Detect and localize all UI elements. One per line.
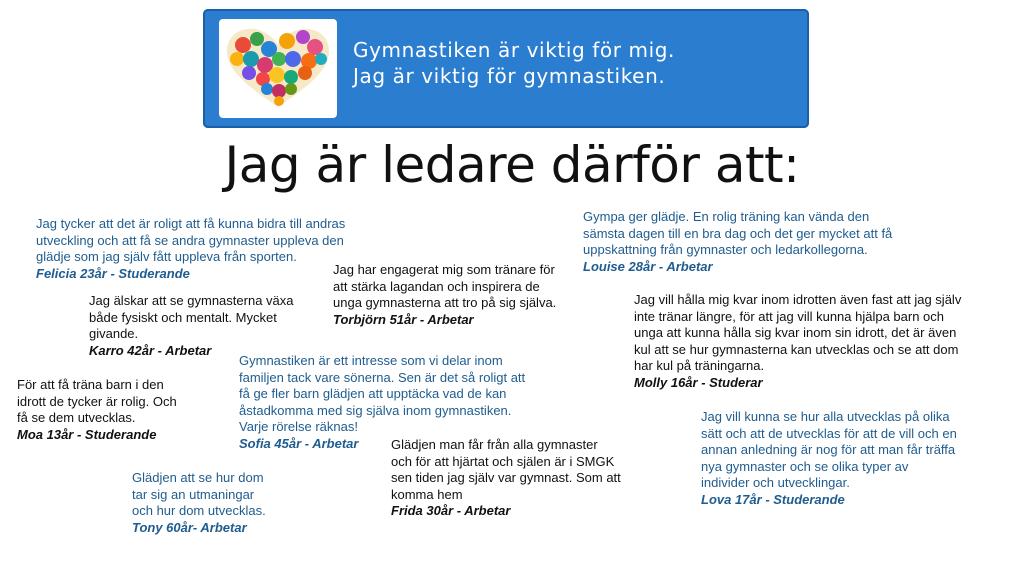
page-title: Jag är ledare därför att: xyxy=(224,136,800,194)
quote-text: Jag har engagerat mig som tränare för att stärka lagandan och inspirera de unga gymnasterna att tro på sig själva. xyxy=(333,262,557,310)
quote-molly xyxy=(634,292,961,391)
header-banner xyxy=(203,9,809,128)
quote-signature: Karro 42år - Arbetar xyxy=(89,342,212,358)
quote-text: Jag vill kunna se hur alla utvecklas på olika sätt och att de utvecklas för att de vill och en annan anledning är nog för att man får träffa nya gymnaster och se olika typer av individer och utvecklingar. xyxy=(701,409,957,490)
quote-felicia xyxy=(36,216,345,282)
quote-lova xyxy=(701,409,957,508)
logo xyxy=(219,19,337,118)
quote-signature: Tony 60år- Arbetar xyxy=(132,519,247,535)
quote-torbjorn xyxy=(333,262,556,328)
quote-moa xyxy=(17,377,177,443)
quote-signature: Molly 16år - Studerar xyxy=(634,374,763,390)
quote-text: För att få träna barn i den idrott de tycker är rolig. Och få se dem utvecklas. xyxy=(17,377,177,425)
quote-louise xyxy=(583,209,892,275)
quote-text: Jag tycker att det är roligt att få kunna bidra till andras utveckling och att få se andra gymnaster uppleva den glädje som jag själv fått uppleva från sporten. xyxy=(36,216,346,264)
quote-text: Jag vill hålla mig kvar inom idrotten även fast att jag själv inte tränar längre, för att jag vill kunna hjälpa barn och unga att kunna hålla sig kvar inom sin idrott, det är även kul att se hur gymnasterna kan utvecklas och se att dom har kul på träningarna. xyxy=(634,292,962,373)
quote-frida xyxy=(391,437,621,520)
quote-text: Glädjen man får från alla gymnaster och för att hjärtat och själen är i SMGK sen tiden jag själv var gymnast. Som att komma hem xyxy=(391,437,621,502)
quote-text: Gympa ger glädje. En rolig träning kan vända den sämsta dagen till en bra dag och det ger mycket att få uppskattning från gymnaster och ledarkollegorna. xyxy=(583,209,893,257)
quote-signature: Lova 17år - Studerande xyxy=(701,491,845,507)
banner-slogan xyxy=(353,37,675,89)
quote-text: Gymnastiken är ett intresse som vi delar inom familjen tack vare sönerna. Sen är det så roligt att få ge fler barn glädjen att upptäcka vad de kan åstadkomma med sig själva inom gymnastiken. Varje rörelse räknas! xyxy=(239,353,526,434)
quote-karro xyxy=(89,293,294,359)
quote-tony xyxy=(132,470,266,536)
heart-of-hands-icon xyxy=(219,19,337,118)
quote-signature: Frida 30år - Arbetar xyxy=(391,503,511,518)
quote-signature: Felicia 23år - Studerande xyxy=(36,265,190,281)
quote-text: Glädjen att se hur dom tar sig an utmaningar och hur dom utvecklas. xyxy=(132,470,266,518)
quote-signature: Torbjörn 51år - Arbetar xyxy=(333,311,474,327)
banner-line-2: Jag är viktig för gymnastiken. xyxy=(353,64,666,88)
quote-text: Jag älskar att se gymnasterna växa både fysiskt och mentalt. Mycket givande. xyxy=(89,293,294,341)
quote-signature: Louise 28år - Arbetar xyxy=(583,258,713,274)
quote-signature: Moa 13år - Studerande xyxy=(17,426,157,442)
banner-line-1: Gymnastiken är viktig för mig. xyxy=(353,38,675,62)
quote-signature: Sofia 45år - Arbetar xyxy=(239,435,359,451)
